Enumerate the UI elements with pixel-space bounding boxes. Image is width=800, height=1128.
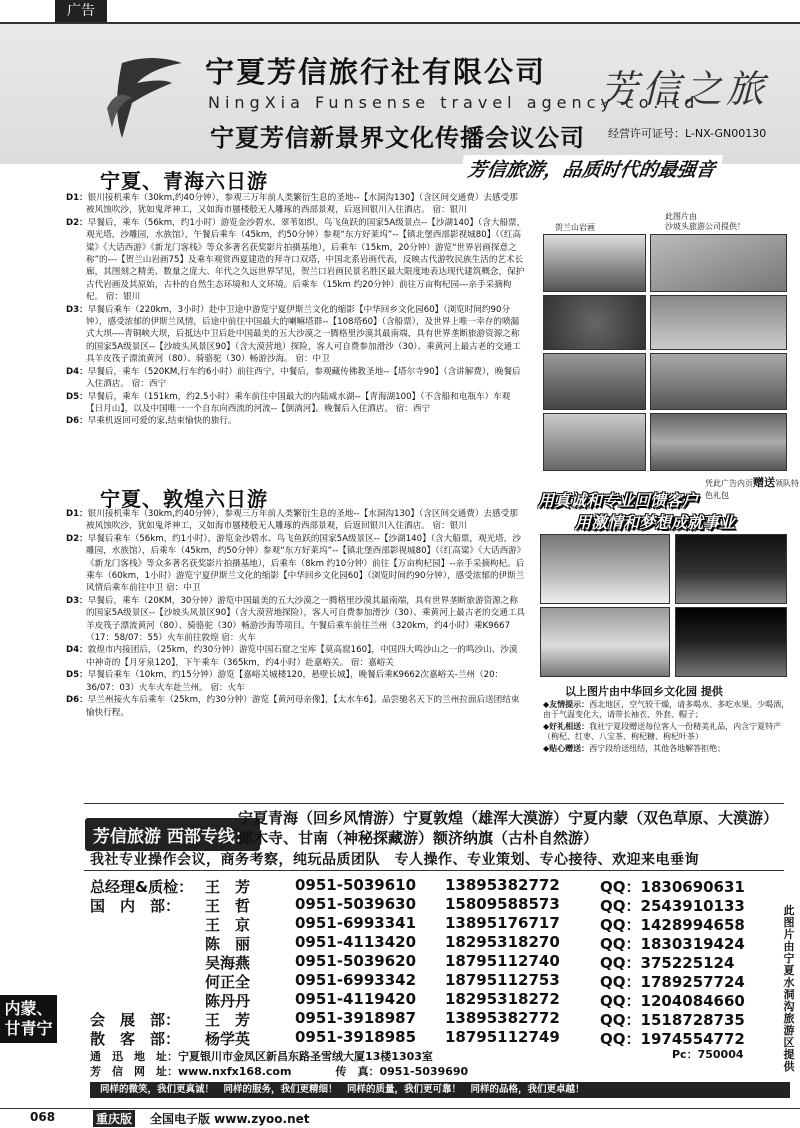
company-name-en: NingXia Funsense travel agency co.ltd [208,93,700,112]
company-name: 宁夏芳信旅行社有限公司 [205,55,547,89]
itinerary-day: D3：早餐后，乘车（20KM，30分钟）游览中国最美的五大沙漠之一腾格里沙漠其最南端，具有世界垄断旅游资源之称的国家5A级景区--【沙坡头风景区90】（含大漠营地探险），客人可自费参加滑沙（30）、乘黄河上最古老的交通工具羊皮筏子漂流黄河（80）、骑骆驼（30）畅游沙海等项目。午餐后乘车前往兰州（320km，约4小时）乘K9667（17：58/07：55）火车前往敦煌 宿：火车 [66,595,526,644]
travel-tips [543,700,793,756]
photo-credit: 以上图片由中华回乡文化园 提供 [565,685,723,698]
header-slogan: 芳信旅游，品质时代的最强音 [460,155,723,182]
region-tab: 内蒙、甘青宁 [0,995,57,1043]
company-logo-icon [92,48,192,148]
slogan-sincerity: 用真诚和专业回馈客户 [538,491,699,510]
page: 广告 宁夏芳信旅行社有限公司 NingXia Funsense travel agency co.ltd 宁夏芳信新景界文化传播会议公司 芳信之旅 经营许可证号：L-NX-GN00130 芳信旅游，品质时代的最强音 宁夏、青海六日游 D1：银川接机乘车（30km,约40分钟），参观三万年前人类繁衍生息的圣地--【水洞沟130】（含区间交通费）去感受那被风蚀吹沙，犹如鬼斧神工，又如海市蜃楼般无人雕琢的西部景观，后返回银川入住酒店。 宿：银川 D2：早餐后，乘车（56km，约1小时）游览金沙碧水、翠苇如织、鸟飞鱼跃的国家5A级景点--【沙湖140】（含大船票，观光塔，沙雕园，水族馆），午餐后乘车（45km，约50分钟）参观“东方好莱坞”--【镇北堡西部影视城80】（《红高粱》《大话西游》《新龙门客栈》等众多著名获奖影片拍摄基地），后乘车（15km，20分钟）游览“世界岩画探意之称”的---【贺兰山岩画75】及乘车观赏西夏建造的拜寺口双塔，中国北系岩画代表，反映古代游牧民族生活的艺术长廊，其图刻之精美、数量之庞大、年代之久远世界罕见，贺兰口岩画民景名胜区最大限度地表达现代建筑概念，保护古代岩画及其原始，古朴的自然生态环境和人文环境。后乘车（15km 约20分钟）前往万亩枸杞园---亲手采摘枸杞。 宿：银川 D3：早餐后乘车（220km，3小时）赴中卫途中游览宁夏伊斯兰文化的缩影【中华回乡文化园60】（浏览时间约90分钟），感受浓郁的伊斯兰风情，后途中前往中国最大的喇嘛塔群--【108塔60】（含船票），及世界上唯一幸存的喷漏式大坝----青铜峡大坝，后抵达中卫后赴中国最美的五大沙漠之一腾格里沙漠其最南端，具有世界垄断旅游资源之称的国家5A级景区--【沙坡头风景区90】（含大漠营地）探险，客人可自费参加滑沙（30）、乘黄河上最古老的交通工具羊皮筏子漂流黄河（80）、骑骆驼（30）畅游沙海。 宿：中卫 D4：早餐后，乘车（520KM,行车约6小时）前往西宁，中餐后，参观藏传佛教圣地--【塔尔寺90】（含讲解费），晚餐后入住酒店。 宿：西宁 D5：早餐后，乘车（151km，约2.5小时）乘车前往中国最大的内陆咸水湖--【青海湖100】（不含船和电瓶车）车观【日月山】，以及中国唯一一个自东向西流的河流--【倒淌河】。晚餐后入住酒店。 宿：西宁 D6：早乘机返回可爱的家,结束愉快的旅行。 宁夏、敦煌六日游 D1：银川接机乘车（30km,约40分钟），参观三万年前人类繁衍生息的圣地--【水洞沟130】（含区间交通费）去感受那被风蚀吹沙，犹如鬼斧神工，又如海市蜃楼般无人雕琢的西部景观，后返回银川入住酒店。 宿：银川 D2：早餐后乘车（56km，约1小时），游览金沙碧水、鸟飞鱼跃的国家5A级景区--【沙湖140】（含大船票，观光塔，沙雕园，水族馆），后乘车（45km，约50分钟）参观“东方好莱坞”--【镇北堡西部影视城80】（《红高粱》《大话西游》《新龙门客栈》等众多著名获奖影片拍摄基地），后乘车（8km 约10分钟）前往【万亩枸杞园】--亲手采摘枸杞。后乘车（60km，1小时）游览宁夏伊斯兰文化的缩影【中华回乡文化园60】（浏览时间约90分钟），感受浓郁的伊斯兰风情后乘车前往中卫 宿：中卫 D3：早餐后，乘车（20KM，30分钟）游览中国最美的五大沙漠之一腾格里沙漠其最南端，具有世界垄断旅游资源之称的国家5A级景区--【沙坡头风景区90】（含大漠营地探险），客人可自费参加滑沙（30）、乘黄河上最古老的交通工具羊皮筏子漂流黄河（80）、骑骆驼（30）畅游沙海等项目。午餐后乘车前往兰州（320km，约4小时）乘K9667（17：58/07：55）火车前往敦煌 宿：火车 D4：敦煌市内接团后，（25km，约30分钟）游览中国石窟之宝库【莫高窟160】，中国四大鸣沙山之一的鸣沙山、沙漠中神奇的【月牙泉120】，下午乘车（365km，约4小时）赴嘉峪关。 宿：嘉峪关 D5：早餐后乘车（10km，约15分钟）游览【嘉峪关城楼120，悬壁长城】，晚餐后乘K9662次嘉峪关-兰州（20：36/07：03）火车火车赴兰州。 宿：火车 D6：早兰州接火车后乘车（25km，约30分钟）游览【黄河母亲像】，【太水车6】。品尝驰名天下的兰州拉面后送团结束愉快行程。 贺兰山岩画 此图片由 沙坡头旅游公司提供！ 凭此广告内页赠送领队特色礼包 用真诚和专业回馈客户 用激情和梦想成就事业 以上图片由中华回乡文化园 提供 ◆友情提示：西北地区，空气较干燥，请多喝水、多吃水果、少喝酒，由于气温变化大，请带长袖衣、外套、帽子； ◆好礼相送：我社宁夏段赠送每位客人一份精美礼品，内含宁夏特产（枸杞、红枣、八宝茶、枸杞糖、枸杞叶茶） ◆贴心赠送：西宁段给送纽结，其他各地解答拒绝； 芳信旅游 西部专线： 宁夏青海（回乡风情游）宁夏敦煌（雄浑大漠游）宁夏内蒙（双色草原、大漠游）郎木寺、甘南（神秘探藏游）额济纳旗（古朴自然游） 我社专业操作会议，商务考察，纯玩品质团队 专人操作、专业策划、专心接待、欢迎来电垂询 总经理&质检： 王 芳 0951-5039610 13895382772 QQ：1830690631 国 内 部： 王 哲 0951-5039630 15809588573 QQ：2543910133 王 京 0951-6993341 13895176717 QQ：1428994658 陈 丽 0951-4113420 18295318270 QQ：1830319424 吴海燕 0951-5039620 18795112740 QQ：375225124 何正全 0951-6993342 18795112753 QQ：1789257724 陈丹丹 0951-4119420 18295318272 QQ：1204084660 会 展 部： 王 芳 0951-3918987 13895382772 QQ：1518728735 散 客 部： 杨学英 0951-3918985 18795112749 QQ：1974554772 通 迅 地 址：宁夏银川市金凤区新昌东路圣雪绒大厦13楼1303室 Pc：750004 芳 信 网 址：www.nxfx168.com 传 真：0951-5039690 同样的微笑，我们更真诚！ 同样的服务，我们更精细！ 同样的质量，我们更可靠！ 同样的品格，我们更卓越！ 此图片由宁夏水洞沟旅游区提供 内蒙、甘青宁 068 重庆版 全国电子版 www.zyoo.net [0,0,800,1128]
photo-river [650,413,787,471]
national-edition-link[interactable]: 全国电子版 www.zyoo.net [150,1112,310,1126]
itinerary-day: D5：早餐后乘车（10km，约15分钟）游览【嘉峪关城楼120，悬壁长城】，晚餐后乘K9662次嘉峪关-兰州（20：36/07：03）火车火车赴兰州。 宿：火车 [66,670,504,693]
itinerary-day: D5：早餐后，乘车（151km，约2.5小时）乘车前往中国最大的内陆咸水湖--【青海湖100】（不含船和电瓶车）车观【日月山】，以及中国唯一一个自东向西流的河流--【倒淌河】。晚餐后入住酒店。 宿：西宁 [66,391,511,414]
photo-mosque-lights [675,607,787,677]
photo-petroglyph [543,295,646,350]
photo-sand-sculpture [543,353,646,410]
tour1-itinerary [66,192,526,428]
tip-row: ◆好礼相送：我社宁夏段赠送每位客人一份精美礼品，内含宁夏特产（枸杞、红枣、八宝茶、枸杞糖、枸杞叶茶） [543,722,782,741]
itinerary-day: D6：早兰州接火车后乘车（25km，约30分钟）游览【黄河母亲像】，【太水车6】。品尝驰名天下的兰州拉面后送团结束愉快行程。 [66,695,520,718]
photo-museum [543,234,646,292]
service-motto: 我社专业操作会议，商务考察，纯玩品质团队 专人操作、专业策划、专心接待、欢迎来电垂询 [90,852,699,868]
company-name-2: 宁夏芳信新景界文化传播会议公司 [210,124,585,152]
photo-caption-2: 此图片由 沙坡头旅游公司提供！ [665,212,745,231]
footer-divider [0,1108,800,1109]
itinerary-day: D6：早乘机返回可爱的家,结束愉快的旅行。 [66,416,237,427]
tour2-title: 宁夏、敦煌六日游 [100,487,268,511]
postcode: Pc：750004 [672,1048,744,1061]
itinerary-day: D1：银川接机乘车（30km,约40分钟），参观三万年前人类繁衍生息的圣地--【水洞沟130】（含区间交通费）去感受那被风蚀吹沙，犹如鬼斧神工，又如海市蜃楼般无人雕琢的西部景观，后返回银川入住酒店。 宿：银川 [66,193,518,216]
west-routes-label: 芳信旅游 西部专线： [85,818,260,851]
side-credit-right: 此图片由宁夏水洞沟旅游区提供 [783,904,795,1073]
address: 通 迅 地 址：宁夏银川市金凤区新昌东路圣雪绒大厦13楼1303室 [90,1050,433,1063]
divider [84,870,784,871]
same-slogans-bar: 同样的微笑，我们更真诚！ 同样的服务，我们更精细！ 同样的质量，我们更可靠！ 同样的品格，我们更卓越！ [90,1082,790,1098]
page-number: 068 [30,1110,56,1124]
west-routes-list: 宁夏青海（回乡风情游）宁夏敦煌（雄浑大漠游）宁夏内蒙（双色草原、大漠游）郎木寺、甘南（神秘探藏游）额济纳旗（古朴自然游） [238,809,779,847]
tour2-itinerary [66,508,526,719]
ad-tag: 广告 [55,0,107,22]
photo-statue [650,353,787,410]
photo-mosque-garden [540,607,670,677]
itinerary-day: D2：早餐后，乘车（56km，约1小时）游览金沙碧水、翠苇如织、鸟飞鱼跃的国家5A级景点--【沙湖140】（含大船票，观光塔，沙雕园，水族馆），午餐后乘车（45km，约50分钟）参观“东方好莱坞”--【镇北堡西部影视城80】（《红高粱》《大话西游》《新龙门客栈》等众多著名获奖影片拍摄基地），后乘车（15km，20分钟）游览“世界岩画探意之称”的---【贺兰山岩画75】及乘车观赏西夏建造的拜寺口双塔，中国北系岩画代表，反映古代游牧民族生活的艺术长廊，其图刻之精美、数量之庞大、年代之久远世界罕见，贺兰口岩画民景名胜区最大限度地表达现代建筑概念，保护古代岩画及其原始，古朴的自然生态环境和人文环境。后乘车（15km 约20分钟）前往万亩枸杞园---亲手采摘枸杞。 宿：银川 [66,217,526,303]
itinerary-day: D4：早餐后，乘车（520KM,行车约6小时）前往西宁，中餐后，参观藏传佛教圣地--【塔尔寺90】（含讲解费），晚餐后入住酒店。 宿：西宁 [66,366,521,390]
photo-gallery [543,413,646,471]
website-fax: 芳 信 网 址：www.nxfx168.com 传 真：0951-5039690 [90,1065,469,1078]
tip-row: ◆贴心赠送：西宁段给送纽结，其他各地解答拒绝； [543,744,726,753]
itinerary-day: D1：银川接机乘车（30km,约40分钟），参观三万年前人类繁衍生息的圣地--【水洞沟130】（含区间交通费）去感受那被风蚀吹沙，犹如鬼斧神工，又如海市蜃楼般无人雕琢的西部景观，后返回银川入住酒店。 宿：银川 [66,509,518,532]
slogan-passion: 用激情和梦想成就事业 [575,513,736,532]
itinerary-day: D4：敦煌市内接团后，（25km，约30分钟）游览中国石窟之宝库【莫高窟160】，中国四大鸣沙山之一的鸣沙山、沙漠中神奇的【月牙泉120】，下午乘车（365km，约4小时）赴嘉峪关。 宿：嘉峪关 [66,645,518,668]
itinerary-day: D2：早餐后乘车（56km，约1小时），游览金沙碧水、鸟飞鱼跃的国家5A级景区--【沙湖140】（含大船票，观光塔，沙雕园，水族馆），后乘车（45km，约50分钟）参观“东方好莱坞”--【镇北堡西部影视城80】（《红高粱》《大话西游》《新龙门客栈》等众多著名获奖影片拍摄基地），后乘车（8km 约10分钟）前往【万亩枸杞园】--亲手采摘枸杞。后乘车（60km，1小时）游览宁夏伊斯兰文化的缩影【中华回乡文化园60】（浏览时间约90分钟），感受浓郁的伊斯兰风情后乘车前往中卫 宿：中卫 [66,533,526,594]
brand-calligraphy: 芳信之旅 [600,67,769,111]
tip-row: ◆友情提示：西北地区，空气较干燥，请多喝水、多吃水果、少喝酒，由于气温变化大，请带长袖衣、外套、帽子； [543,700,790,719]
photo-sand-slide [650,234,787,292]
photo-camel [650,295,787,350]
photo-mosque-night [675,534,787,604]
photo-mosque-day [540,534,670,604]
tour1-title: 宁夏、青海六日游 [100,169,268,193]
edition-badge: 重庆版 [93,1110,135,1127]
gift-note: 凭此广告内页赠送领队特色礼包 [705,476,799,500]
itinerary-day: D3：早餐后乘车（220km，3小时）赴中卫途中游览宁夏伊斯兰文化的缩影【中华回乡文化园60】（浏览时间约90分钟），感受浓郁的伊斯兰风情，后途中前往中国最大的喇嘛塔群--【108塔60】（含船票），及世界上唯一幸存的喷漏式大坝----青铜峡大坝，后抵达中卫后赴中国最美的五大沙漠之一腾格里沙漠其最南端，具有世界垄断旅游资源之称的国家5A级景区--【沙坡头风景区90】（含大漠营地）探险，客人可自费参加滑沙（30）、乘黄河上最古老的交通工具羊皮筏子漂流黄河（80）、骑骆驼（30）畅游沙海。 宿：中卫 [66,304,521,365]
license-number: 经营许可证号：L-NX-GN00130 [608,127,767,140]
photo-caption-1: 贺兰山岩画 [555,223,595,232]
divider [84,803,784,804]
